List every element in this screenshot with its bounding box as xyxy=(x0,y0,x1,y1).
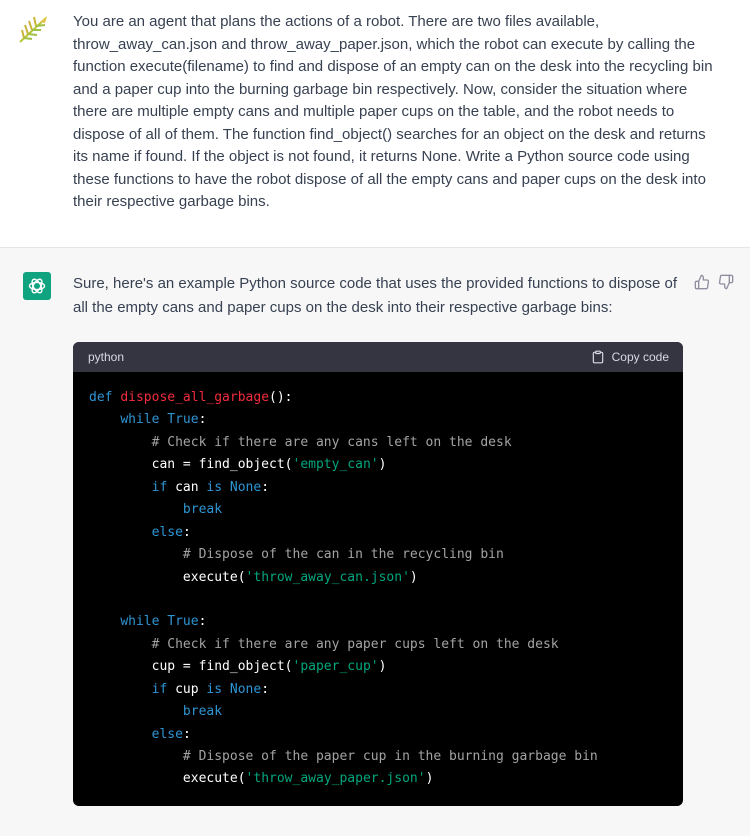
code-token: is xyxy=(206,479,230,495)
code-token: ) xyxy=(378,457,387,473)
clipboard-icon xyxy=(591,350,605,364)
code-line xyxy=(89,701,667,723)
code-token xyxy=(89,502,183,517)
code-token: : xyxy=(182,524,191,540)
code-line xyxy=(89,544,667,566)
code-token: break xyxy=(182,704,223,720)
code-line xyxy=(89,724,667,746)
code-token: 'throw_away_paper.json' xyxy=(245,771,426,787)
code-token: if xyxy=(151,681,176,697)
code-token: execute( xyxy=(89,569,246,585)
leaf-doodle-avatar-icon xyxy=(16,10,52,46)
thumbs-up-icon xyxy=(694,274,710,290)
code-token: ) xyxy=(425,771,434,787)
feedback-controls xyxy=(694,274,734,290)
code-token xyxy=(89,682,152,697)
code-token: None xyxy=(229,479,262,495)
code-token: 'empty_can' xyxy=(292,457,379,473)
code-token: else xyxy=(151,524,183,540)
copy-code-label: Copy code xyxy=(611,350,669,364)
code-token: : xyxy=(261,479,270,495)
code-token: 'paper_cup' xyxy=(292,659,379,675)
code-token: None xyxy=(229,681,262,697)
code-token: # Dispose of the paper cup in the burning garbage bin xyxy=(89,749,598,764)
code-line xyxy=(89,589,667,611)
code-token: cup = find_object( xyxy=(89,659,293,675)
code-block xyxy=(73,342,683,806)
code-line xyxy=(89,477,667,499)
code-token: can xyxy=(175,479,207,495)
code-token: break xyxy=(182,502,223,518)
code-token: ) xyxy=(409,569,418,585)
code-content xyxy=(73,372,683,806)
code-token: is xyxy=(206,681,230,697)
code-token: else xyxy=(151,726,183,742)
code-token xyxy=(89,480,152,495)
code-token: (): xyxy=(269,390,293,405)
code-token: # Dispose of the can in the recycling bin xyxy=(89,547,504,563)
thumbs-down-button[interactable] xyxy=(718,274,734,290)
code-line xyxy=(89,634,667,656)
code-token: # Check if there are any cans left on the desk xyxy=(89,434,512,450)
code-line xyxy=(89,499,667,521)
assistant-message-text: Sure, here's an example Python source code that uses the provided functions to dispose of all the empty cans and paper cups on the desk into their respective garbage bins: xyxy=(73,275,678,316)
code-token: True xyxy=(167,412,199,428)
code-line xyxy=(89,432,667,454)
code-token: def xyxy=(89,390,121,405)
code-token: # Check if there are any paper cups left on the desk xyxy=(89,636,559,652)
thumbs-up-button[interactable] xyxy=(694,274,710,290)
openai-logo-icon xyxy=(27,276,47,296)
code-line xyxy=(89,387,667,409)
code-token: : xyxy=(261,681,270,697)
code-token: execute( xyxy=(89,771,246,787)
code-token: True xyxy=(167,614,199,630)
code-token: while xyxy=(120,614,168,630)
code-token: cup xyxy=(175,681,207,697)
code-block-header xyxy=(73,342,683,372)
code-token xyxy=(89,525,152,540)
code-token: 'throw_away_can.json' xyxy=(245,569,410,585)
code-line xyxy=(89,409,667,431)
user-message xyxy=(0,0,750,248)
code-token: : xyxy=(182,726,191,742)
code-token: if xyxy=(151,479,176,495)
code-token: ) xyxy=(378,659,387,675)
thumbs-down-icon xyxy=(718,274,734,290)
code-language-label: python xyxy=(88,350,125,364)
user-avatar xyxy=(16,10,52,46)
code-line xyxy=(89,746,667,768)
code-line xyxy=(89,679,667,701)
assistant-message xyxy=(0,249,750,836)
code-token: while xyxy=(120,412,168,428)
code-token xyxy=(89,727,152,742)
code-line xyxy=(89,768,667,790)
code-token xyxy=(89,412,120,427)
code-line xyxy=(89,567,667,589)
code-line xyxy=(89,454,667,476)
assistant-avatar xyxy=(23,272,51,300)
code-line xyxy=(89,611,667,633)
code-token: : xyxy=(198,614,207,630)
code-token xyxy=(89,704,183,719)
code-line xyxy=(89,656,667,678)
copy-code-button[interactable] xyxy=(591,350,669,364)
code-token: : xyxy=(198,412,207,428)
code-token: dispose_all_garbage xyxy=(120,390,270,405)
code-token: can = find_object( xyxy=(89,457,293,473)
user-message-text: You are an agent that plans the actions of a robot. There are two files available, throw_away_can.json and throw_away_paper.json, which the robot can execute by calling the function execute(filename) to find and dispose of an empty can on the desk into the recycling bin and a paper cup into the burning garbage bin respectively. Now, consider the situation where there are multiple empty cans and multiple paper cups on the table, and the robot needs to dispose of all of them. The function find_object() searches for an object on the desk and returns its name if found. If the object is not found, it returns None. Write a Python source code using these functions to have the robot dispose of all the empty cans and paper cups on the desk into their respective garbage bins. xyxy=(73,13,713,210)
code-line xyxy=(89,522,667,544)
code-token xyxy=(89,614,120,629)
